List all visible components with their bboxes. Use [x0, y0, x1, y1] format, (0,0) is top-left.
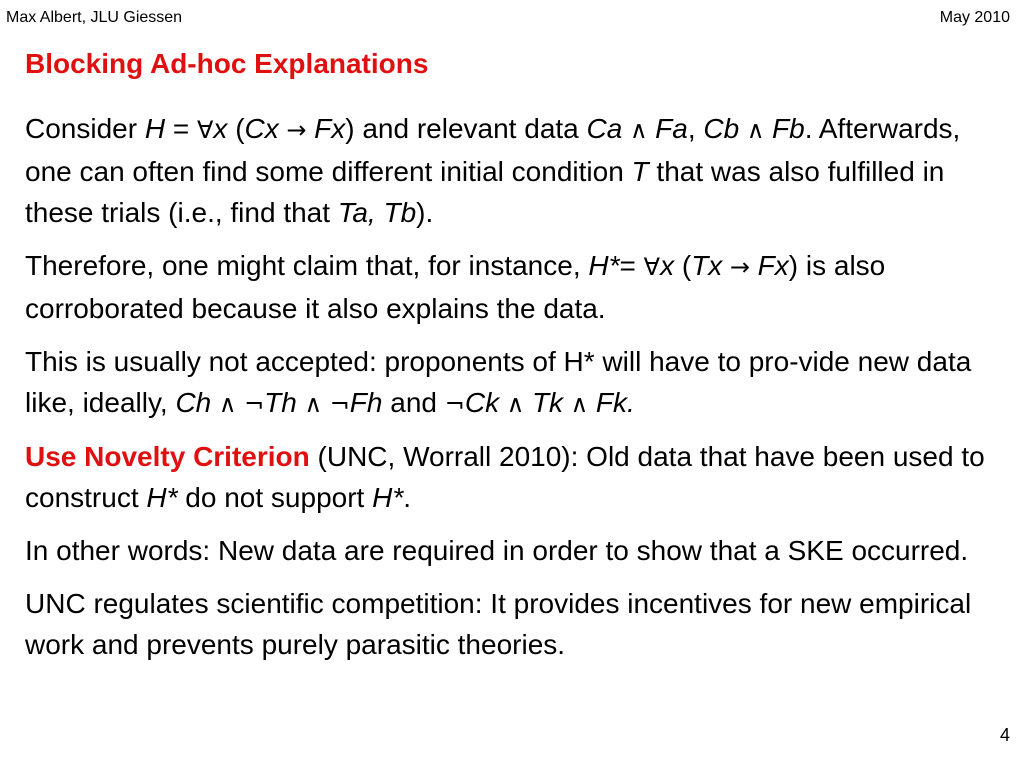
text: Therefore, one might claim that, for instance,	[25, 250, 589, 281]
text: and	[382, 387, 445, 418]
formula-h: H	[144, 113, 166, 144]
formula-fx: Fx	[757, 250, 789, 281]
formula-eq: =	[619, 250, 644, 281]
and-symbol: ∧	[211, 390, 245, 418]
not-symbol: ¬	[244, 390, 265, 418]
formula-ta-tb: Ta, Tb	[337, 197, 417, 228]
text: . Afterwards, one can often find some different initial condition	[25, 113, 961, 187]
formula-fh: Fh	[349, 387, 383, 418]
and-symbol: ∧	[296, 390, 330, 418]
text: that was also fulfilled in these trials (i.e., find that	[25, 156, 945, 228]
and-symbol: ∧	[563, 390, 596, 418]
formula-ch: Ch	[175, 387, 212, 418]
arrow-symbol: →	[278, 116, 315, 144]
formula-tx: Tx	[691, 250, 723, 281]
slide-body	[25, 108, 1000, 677]
formula-cx: Cx	[244, 113, 279, 144]
paragraph-new-data: In other words: New data are required in order to show that a SKE occurred.	[25, 535, 969, 566]
formula-th: Th	[264, 387, 297, 418]
formula-fk: Fk.	[595, 387, 635, 418]
formula-hstar: H*	[146, 482, 178, 513]
formula-ca: Ca	[586, 113, 623, 144]
paragraph-claim	[25, 245, 1000, 329]
formula-fa: Fa	[655, 113, 688, 144]
text: .	[403, 482, 411, 513]
text: ,	[687, 113, 704, 144]
and-symbol: ∧	[499, 390, 532, 418]
formula-t: T	[631, 156, 649, 187]
paragraph-competition: UNC regulates scientific competition: It provides incentives for new empirical work and prevents purely parasitic theories.	[25, 588, 972, 660]
text: do not support	[177, 482, 373, 513]
text: ).	[416, 197, 434, 228]
unc-label: Use Novelty Criterion	[25, 441, 310, 472]
and-symbol: ∧	[739, 116, 773, 144]
formula-hstar: H*	[372, 482, 404, 513]
text: Consider	[25, 113, 145, 144]
text: ) is also corroborated because it also explains the data.	[25, 250, 886, 324]
formula-x: x	[213, 113, 228, 144]
formula-ck: Ck	[464, 387, 500, 418]
header-date: May 2010	[939, 9, 1010, 26]
header-author: Max Albert, JLU Giessen	[6, 9, 183, 26]
formula-hstar: H*	[588, 250, 620, 281]
not-symbol: ¬	[329, 390, 350, 418]
forall-symbol: ∀	[643, 253, 661, 281]
slide-title: Blocking Ad-hoc Explanations	[25, 48, 429, 79]
formula-x: x	[660, 250, 675, 281]
formula-open: (	[227, 113, 245, 144]
paragraph-not-accepted	[25, 341, 1000, 425]
formula-fx: Fx	[314, 113, 346, 144]
page-number: 4	[999, 725, 1010, 745]
text: This is usually not accepted: proponents of H* will have to pro-vide new data like, ideally,	[25, 346, 972, 418]
arrow-symbol: →	[722, 253, 758, 281]
not-symbol: ¬	[444, 390, 465, 418]
formula-eq: =	[165, 113, 197, 144]
formula-open: (	[674, 250, 692, 281]
paragraph-hypothesis	[25, 108, 1000, 233]
and-symbol: ∧	[622, 116, 656, 144]
paragraph-unc	[25, 436, 1000, 518]
formula-tk: Tk	[531, 387, 564, 418]
text: ) and relevant data	[345, 113, 587, 144]
forall-symbol: ∀	[197, 116, 214, 144]
text: (UNC, Worrall 2010): Old data that have been used to construct	[25, 441, 985, 513]
formula-cb: Cb	[703, 113, 740, 144]
formula-fb: Fb	[772, 113, 805, 144]
